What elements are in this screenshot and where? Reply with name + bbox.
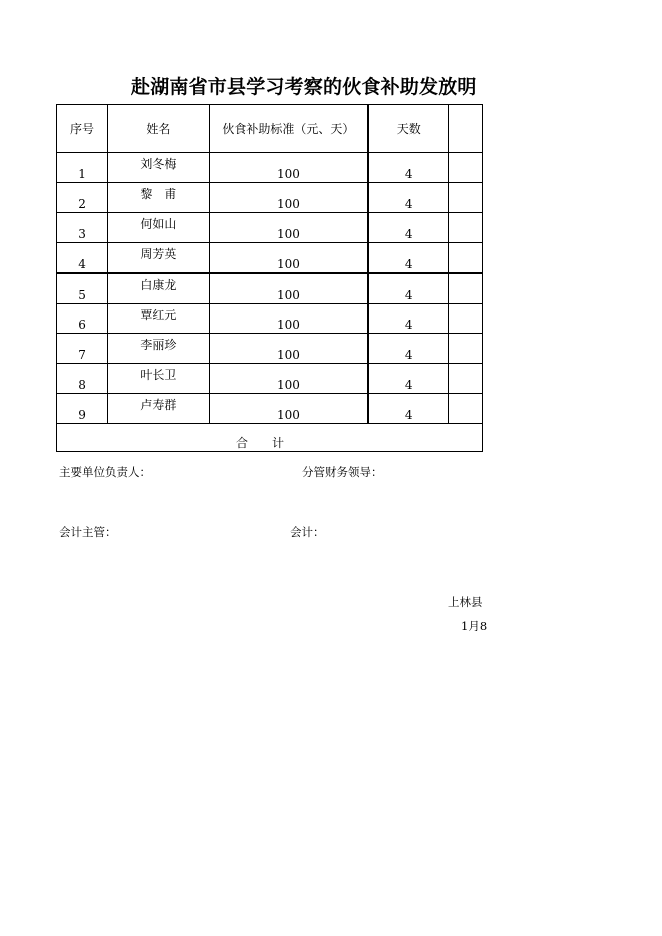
table-row — [57, 394, 483, 424]
row-days: 4 — [368, 213, 448, 243]
subsidy-table — [56, 104, 483, 452]
table-row — [57, 364, 483, 394]
row-seq: 1 — [57, 153, 108, 183]
finance-leader-signature: 分管财务领导： — [302, 465, 383, 479]
row-days: 4 — [368, 394, 448, 424]
issuer-name: 上林县 — [448, 595, 483, 609]
row-overflow-cell — [449, 213, 483, 243]
row-overflow-cell — [449, 394, 483, 424]
accountant-signature: 会计： — [290, 525, 325, 539]
row-seq: 3 — [57, 213, 108, 243]
row-standard: 100 — [209, 243, 368, 274]
row-seq: 9 — [57, 394, 108, 424]
row-standard: 100 — [209, 364, 368, 394]
row-seq: 5 — [57, 273, 108, 304]
row-name: 白康龙 — [108, 273, 210, 304]
total-row — [57, 424, 483, 452]
row-overflow-cell — [449, 243, 483, 274]
header-days: 天数 — [368, 105, 448, 153]
table-row — [57, 304, 483, 334]
row-seq: 4 — [57, 243, 108, 274]
row-standard: 100 — [209, 273, 368, 304]
table-row — [57, 153, 483, 183]
row-days: 4 — [368, 334, 448, 364]
row-overflow-cell — [449, 153, 483, 183]
table-header-row — [57, 105, 483, 153]
row-standard: 100 — [209, 213, 368, 243]
row-days: 4 — [368, 153, 448, 183]
row-name: 李丽珍 — [108, 334, 210, 364]
row-days: 4 — [368, 304, 448, 334]
unit-head-signature: 主要单位负责人： — [59, 465, 151, 479]
row-name: 覃红元 — [108, 304, 210, 334]
issue-date: 1月8 — [461, 619, 488, 633]
row-seq: 7 — [57, 334, 108, 364]
row-overflow-cell — [449, 364, 483, 394]
total-cell — [57, 424, 483, 452]
row-name: 周芳英 — [108, 243, 210, 274]
header-overflow-cell — [449, 105, 483, 153]
row-name: 刘冬梅 — [108, 153, 210, 183]
accounting-supervisor-signature: 会计主管： — [59, 525, 117, 539]
header-name: 姓名 — [108, 105, 210, 153]
row-seq: 8 — [57, 364, 108, 394]
row-days: 4 — [368, 183, 448, 213]
row-overflow-cell — [449, 183, 483, 213]
table-row — [57, 213, 483, 243]
header-seq: 序号 — [57, 105, 108, 153]
row-overflow-cell — [449, 304, 483, 334]
row-overflow-cell — [449, 273, 483, 304]
row-seq: 6 — [57, 304, 108, 334]
header-standard: 伙食补助标准（元、天） — [209, 105, 368, 153]
document-title: 赴湖南省市县学习考察的伙食补助发放明 — [131, 76, 477, 98]
table-row — [57, 334, 483, 364]
row-name: 叶长卫 — [108, 364, 210, 394]
row-days: 4 — [368, 273, 448, 304]
row-name: 何如山 — [108, 213, 210, 243]
row-standard: 100 — [209, 304, 368, 334]
table-row — [57, 243, 483, 274]
row-seq: 2 — [57, 183, 108, 213]
row-name: 黎 甫 — [108, 183, 210, 213]
row-name: 卢寿群 — [108, 394, 210, 424]
table-row — [57, 273, 483, 304]
row-standard: 100 — [209, 394, 368, 424]
row-standard: 100 — [209, 183, 368, 213]
table-row — [57, 183, 483, 213]
row-days: 4 — [368, 364, 448, 394]
row-days: 4 — [368, 243, 448, 274]
row-overflow-cell — [449, 334, 483, 364]
total-label: 合 计 — [236, 436, 285, 450]
row-standard: 100 — [209, 334, 368, 364]
row-standard: 100 — [209, 153, 368, 183]
